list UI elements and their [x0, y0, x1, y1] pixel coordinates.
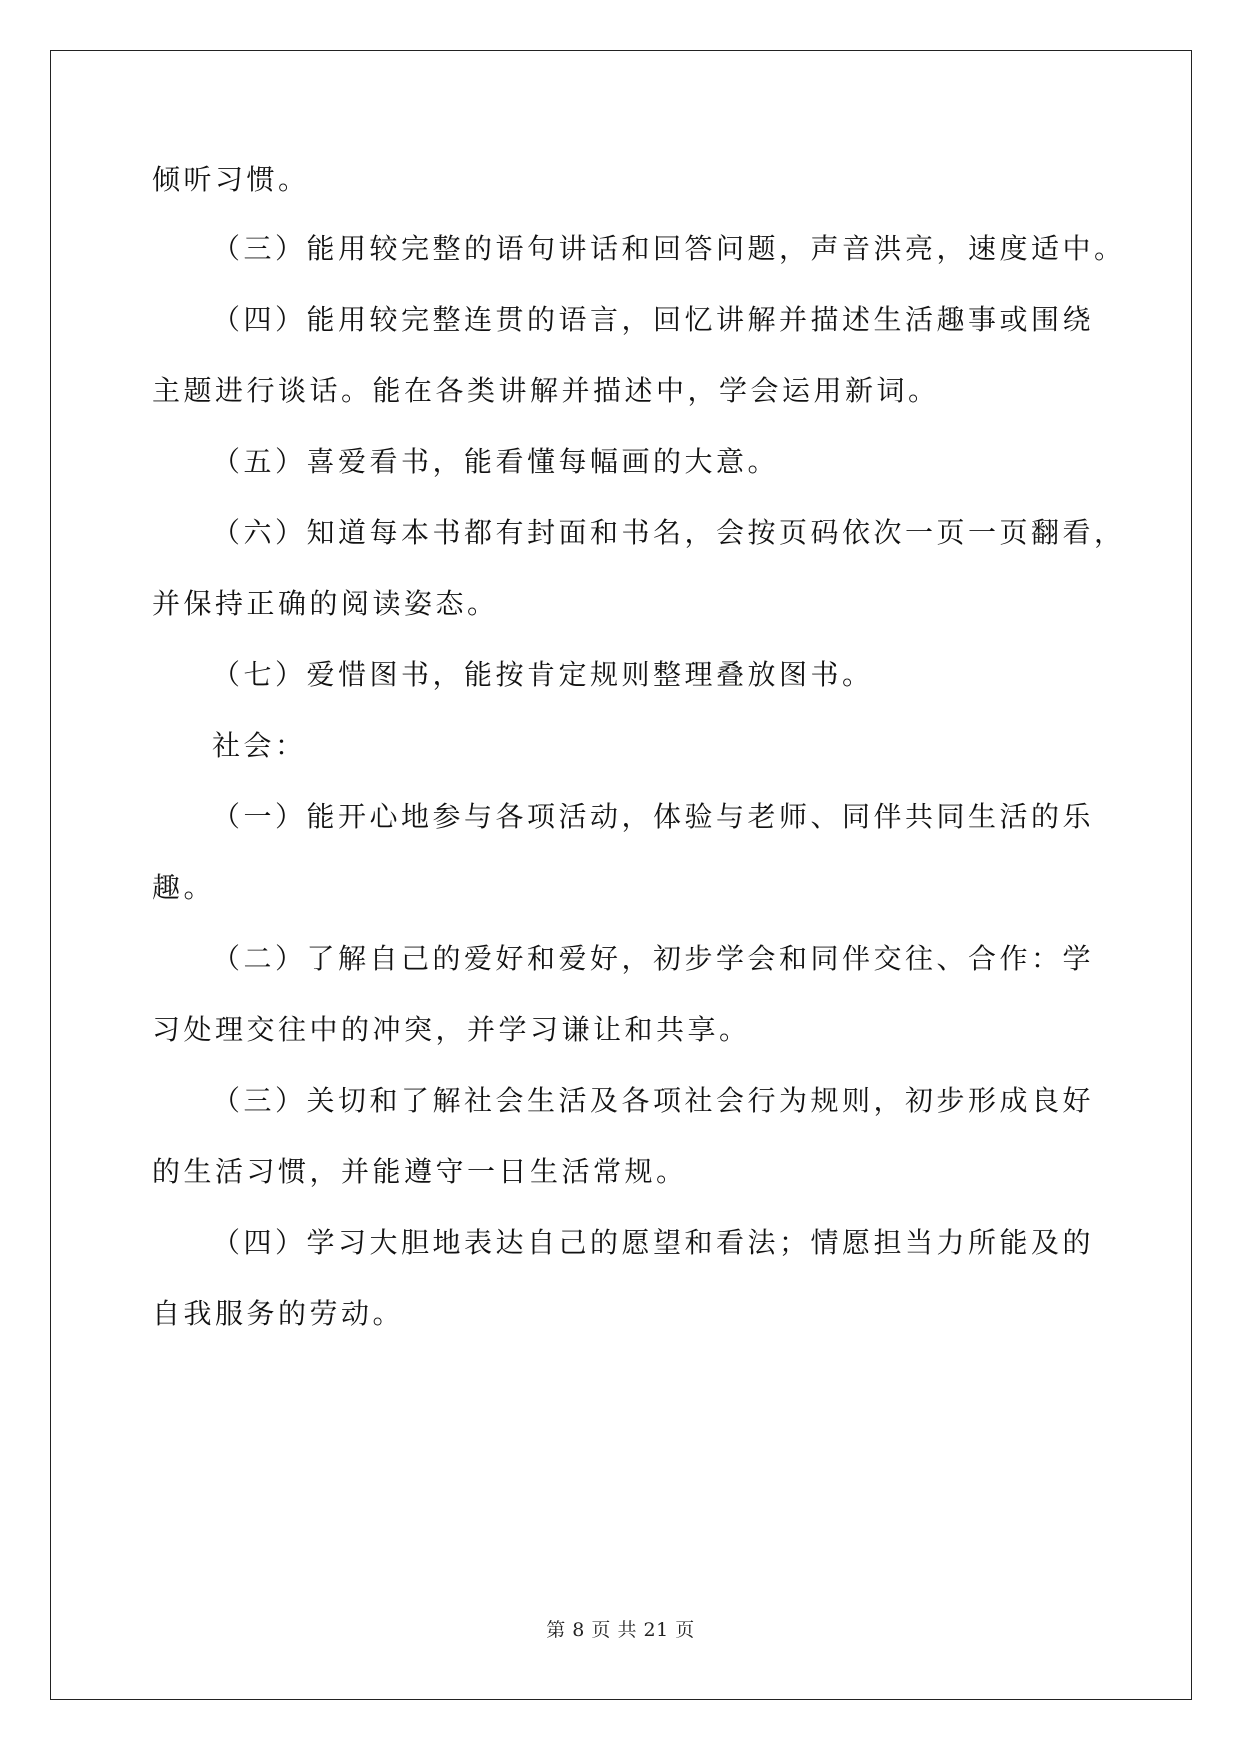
text-line: （六）知道每本书都有封面和书名，会按页码依次一页一页翻看， [212, 516, 1126, 549]
text-line: 的生活习惯，并能遵守一日生活常规。 [152, 1155, 688, 1188]
text-line: （四）能用较完整连贯的语言，回忆讲解并描述生活趣事或围绕 [212, 303, 1095, 336]
page-number-label: 第 8 页 共 21 页 [546, 1619, 695, 1641]
text-line: （二）了解自己的爱好和爱好，初步学会和同伴交往、合作：学 [212, 942, 1095, 975]
text-line: 趣。 [152, 871, 216, 904]
text-line: 主题进行谈话。能在各类讲解并描述中，学会运用新词。 [152, 374, 940, 407]
text-line: （一）能开心地参与各项活动，体验与老师、同伴共同生活的乐 [212, 800, 1095, 833]
text-line: 自我服务的劳动。 [152, 1297, 405, 1330]
text-line: （四）学习大胆地表达自己的愿望和看法；情愿担当力所能及的 [212, 1226, 1095, 1259]
page-border [50, 50, 1192, 1700]
text-line: 并保持正确的阅读姿态。 [152, 587, 499, 620]
text-line: 倾听习惯。 [152, 163, 310, 196]
text-line: （五）喜爱看书，能看懂每幅画的大意。 [212, 445, 780, 478]
text-line: （七）爱惜图书，能按肯定规则整理叠放图书。 [212, 658, 874, 691]
text-line: 习处理交往中的冲突，并学习谦让和共享。 [152, 1013, 751, 1046]
section-heading: 社会： [212, 729, 307, 762]
text-line: （三）能用较完整的语句讲话和回答问题，声音洪亮，速度适中。 [212, 232, 1126, 265]
page-number-footer [0, 1615, 1241, 1642]
text-line: （三）关切和了解社会生活及各项社会行为规则，初步形成良好 [212, 1084, 1095, 1117]
